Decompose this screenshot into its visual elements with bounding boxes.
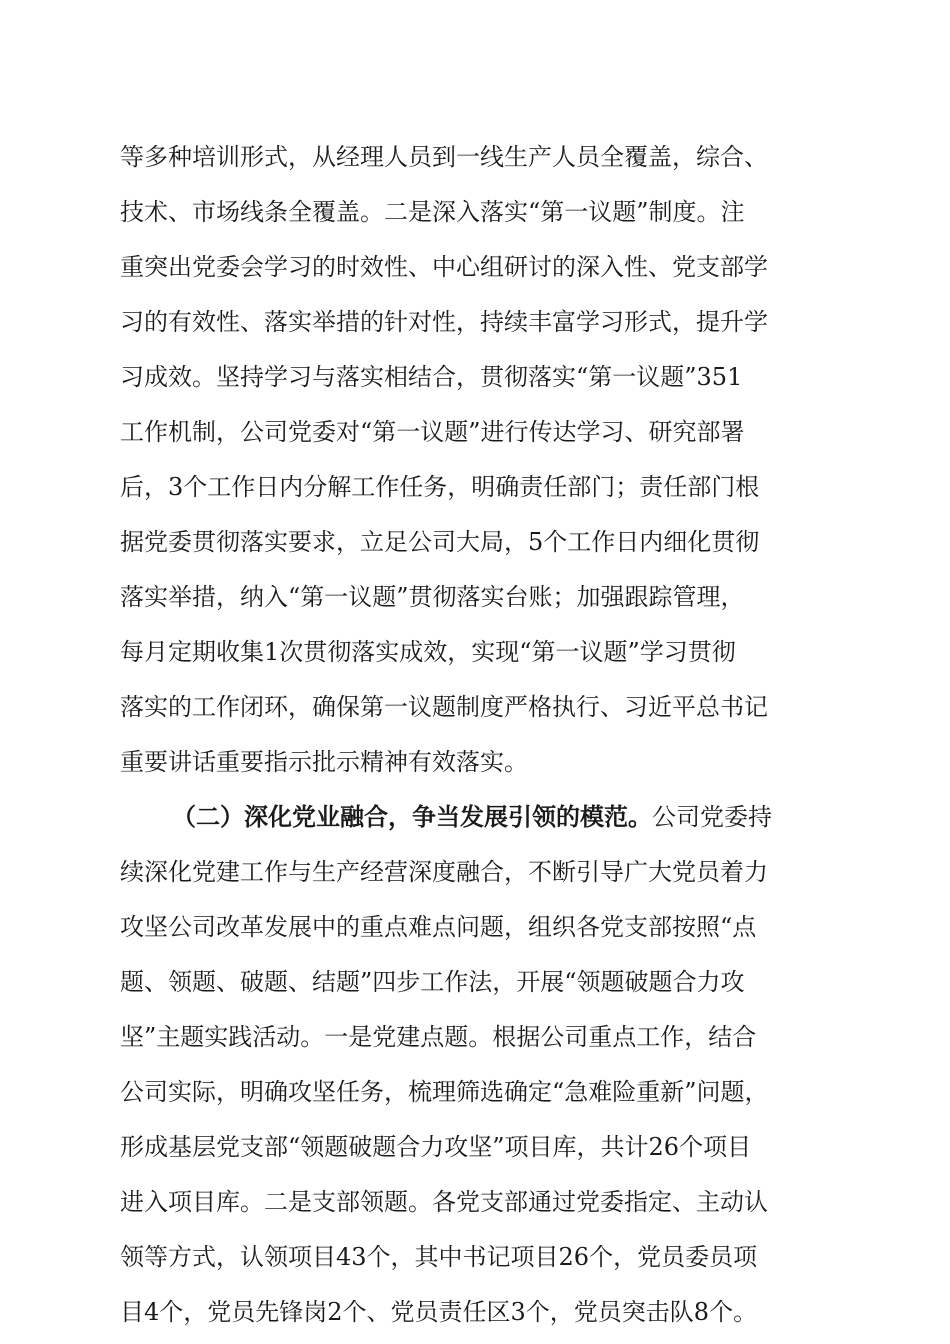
text-line: 等多种培训形式，从经理人员到一线生产人员全覆盖，综合、 bbox=[120, 143, 768, 171]
text-line: 习的有效性、落实举措的针对性，持续丰富学习形式，提升学 bbox=[120, 308, 768, 336]
section-heading: （二）深化党业融合，争当发展引领的模范。 bbox=[172, 802, 652, 831]
text-line: 落实举措，纳入“第一议题”贯彻落实台账；加强跟踪管理， bbox=[120, 583, 745, 611]
text-line: 攻坚公司改革发展中的重点难点问题，组织各党支部按照“点 bbox=[120, 913, 757, 941]
text-line: 落实的工作闭环，确保第一议题制度严格执行、习近平总书记 bbox=[120, 693, 768, 721]
text-line: 领等方式，认领项目43个，其中书记项目26个，党员委员项 bbox=[120, 1243, 758, 1271]
text-line: 形成基层党支部“领题破题合力攻坚”项目库，共计26个项目 bbox=[120, 1133, 752, 1161]
text-line: 技术、市场线条全覆盖。二是深入落实“第一议题”制度。注 bbox=[120, 198, 745, 226]
text-line: 后，3个工作日内分解工作任务，明确责任部门；责任部门根 bbox=[120, 473, 760, 501]
text-line: 坚”主题实践活动。一是党建点题。根据公司重点工作，结合 bbox=[120, 1023, 757, 1051]
text-line: 重要讲话重要指示批示精神有效落实。 bbox=[120, 748, 528, 776]
text-line: 题、领题、破题、结题”四步工作法，开展“领题破题合力攻 bbox=[120, 968, 745, 996]
text-line: 据党委贯彻落实要求，立足公司大局，5个工作日内细化贯彻 bbox=[120, 528, 760, 556]
text-line: 续深化党建工作与生产经营深度融合，不断引导广大党员着力 bbox=[120, 858, 768, 886]
text-line: 重突出党委会学习的时效性、中心组研讨的深入性、党支部学 bbox=[120, 253, 768, 281]
section-heading-rest: 公司党委持 bbox=[652, 803, 772, 831]
text-line: 每月定期收集1次贯彻落实成效，实现“第一议题”学习贯彻 bbox=[120, 638, 736, 666]
text-line: 工作机制，公司党委对“第一议题”进行传达学习、研究部署 bbox=[120, 418, 745, 446]
section-heading-line bbox=[172, 795, 772, 839]
text-line: 进入项目库。二是支部领题。各党支部通过党委指定、主动认 bbox=[120, 1188, 768, 1216]
text-line: 习成效。坚持学习与落实相结合，贯彻落实“第一议题”351 bbox=[120, 363, 743, 391]
text-line: 公司实际，明确攻坚任务，梳理筛选确定“急难险重新”问题， bbox=[120, 1078, 769, 1106]
text-line: 目4个，党员先锋岗2个、党员责任区3个，党员突击队8个。 bbox=[120, 1298, 758, 1326]
